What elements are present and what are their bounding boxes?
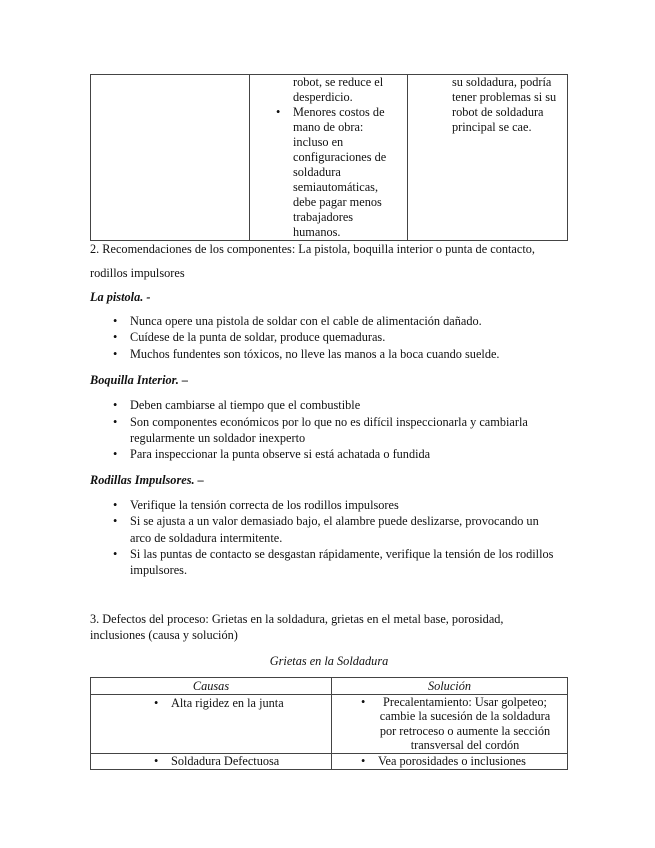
list-item: • Si las puntas de contacto se desgastan rápidamente, verifique la tensión de los rodillos impulsores.: [104, 546, 556, 579]
list-item: • Vea porosidades o inclusiones: [352, 754, 567, 769]
list-item: • Nunca opere una pistola de soldar con el cable de alimentación dañado.: [104, 313, 564, 329]
list-item: • Precalentamiento: Usar golpeteo; cambie la sucesión de la soldadura por retroceso o aumente la sección transversal del cordón: [352, 695, 552, 753]
cracks-table: [90, 677, 568, 770]
list-item: • Deben cambiarse al tiempo que el combustible: [104, 397, 554, 413]
table1-cell-empty: [91, 75, 250, 241]
list-item: • Cuídese de la punta de soldar, produce quemaduras.: [104, 329, 564, 345]
header-causas: Causas: [91, 677, 332, 694]
list-item: • Soldadura Defectuosa: [145, 754, 331, 769]
table-title: Grietas en la Soldadura: [269, 653, 389, 668]
advantages-table: [90, 74, 568, 241]
list-item: • Para inspeccionar la punta observe si está achatada o fundida: [104, 446, 554, 462]
list-item: • Verifique la tensión correcta de los rodillos impulsores: [104, 497, 556, 513]
subsection-title-pistola: La pistola. -: [90, 290, 151, 304]
solution-cell: [332, 753, 568, 769]
rodillos-list: [104, 497, 556, 579]
list-item: • Alta rigidez en la junta: [145, 695, 331, 711]
list-item: • Muchos fundentes son tóxicos, no lleve las manos a la boca cuando suelde.: [104, 346, 564, 362]
header-solucion: Solución: [332, 677, 568, 694]
solution-cell: [332, 694, 568, 753]
cell-text: robot, se reduce el desperdicio.: [293, 75, 384, 104]
list-item: • Son componentes económicos por lo que no es difícil inspeccionarla y cambiarla regularmente un soldador inexperto: [104, 414, 554, 447]
table1-cell-advantages: [250, 75, 408, 241]
cause-cell: [91, 694, 332, 753]
boquilla-list: [104, 397, 554, 463]
pistola-list: [104, 313, 564, 362]
section2-heading-cont: rodillos impulsores: [90, 266, 185, 280]
table1-cell-disadvantages: [408, 75, 568, 241]
list-item: • Si se ajusta a un valor demasiado bajo, el alambre puede deslizarse, provocando un arco de soldadura intermitente.: [104, 513, 556, 546]
section2-heading: 2. Recomendaciones de los componentes: La pistola, boquilla interior o punta de contacto,: [90, 242, 535, 256]
list-item: • Menores costos de mano de obra: incluso en configuraciones de soldadura semiautomáticas, debe pagar menos trabajadores humanos.: [267, 105, 395, 240]
subsection-title-boquilla: Boquilla Interior. –: [90, 373, 189, 388]
subsection-title-rodillos: Rodillas Impulsores. –: [90, 472, 204, 487]
cause-cell: [91, 753, 332, 769]
cell-text: su soldadura, podría tener problemas si su robot de soldadura principal se cae.: [452, 75, 557, 134]
section3-heading: 3. Defectos del proceso: Grietas en la soldadura, grietas en el metal base, porosidad, inclusiones (causa y solución): [90, 611, 504, 643]
